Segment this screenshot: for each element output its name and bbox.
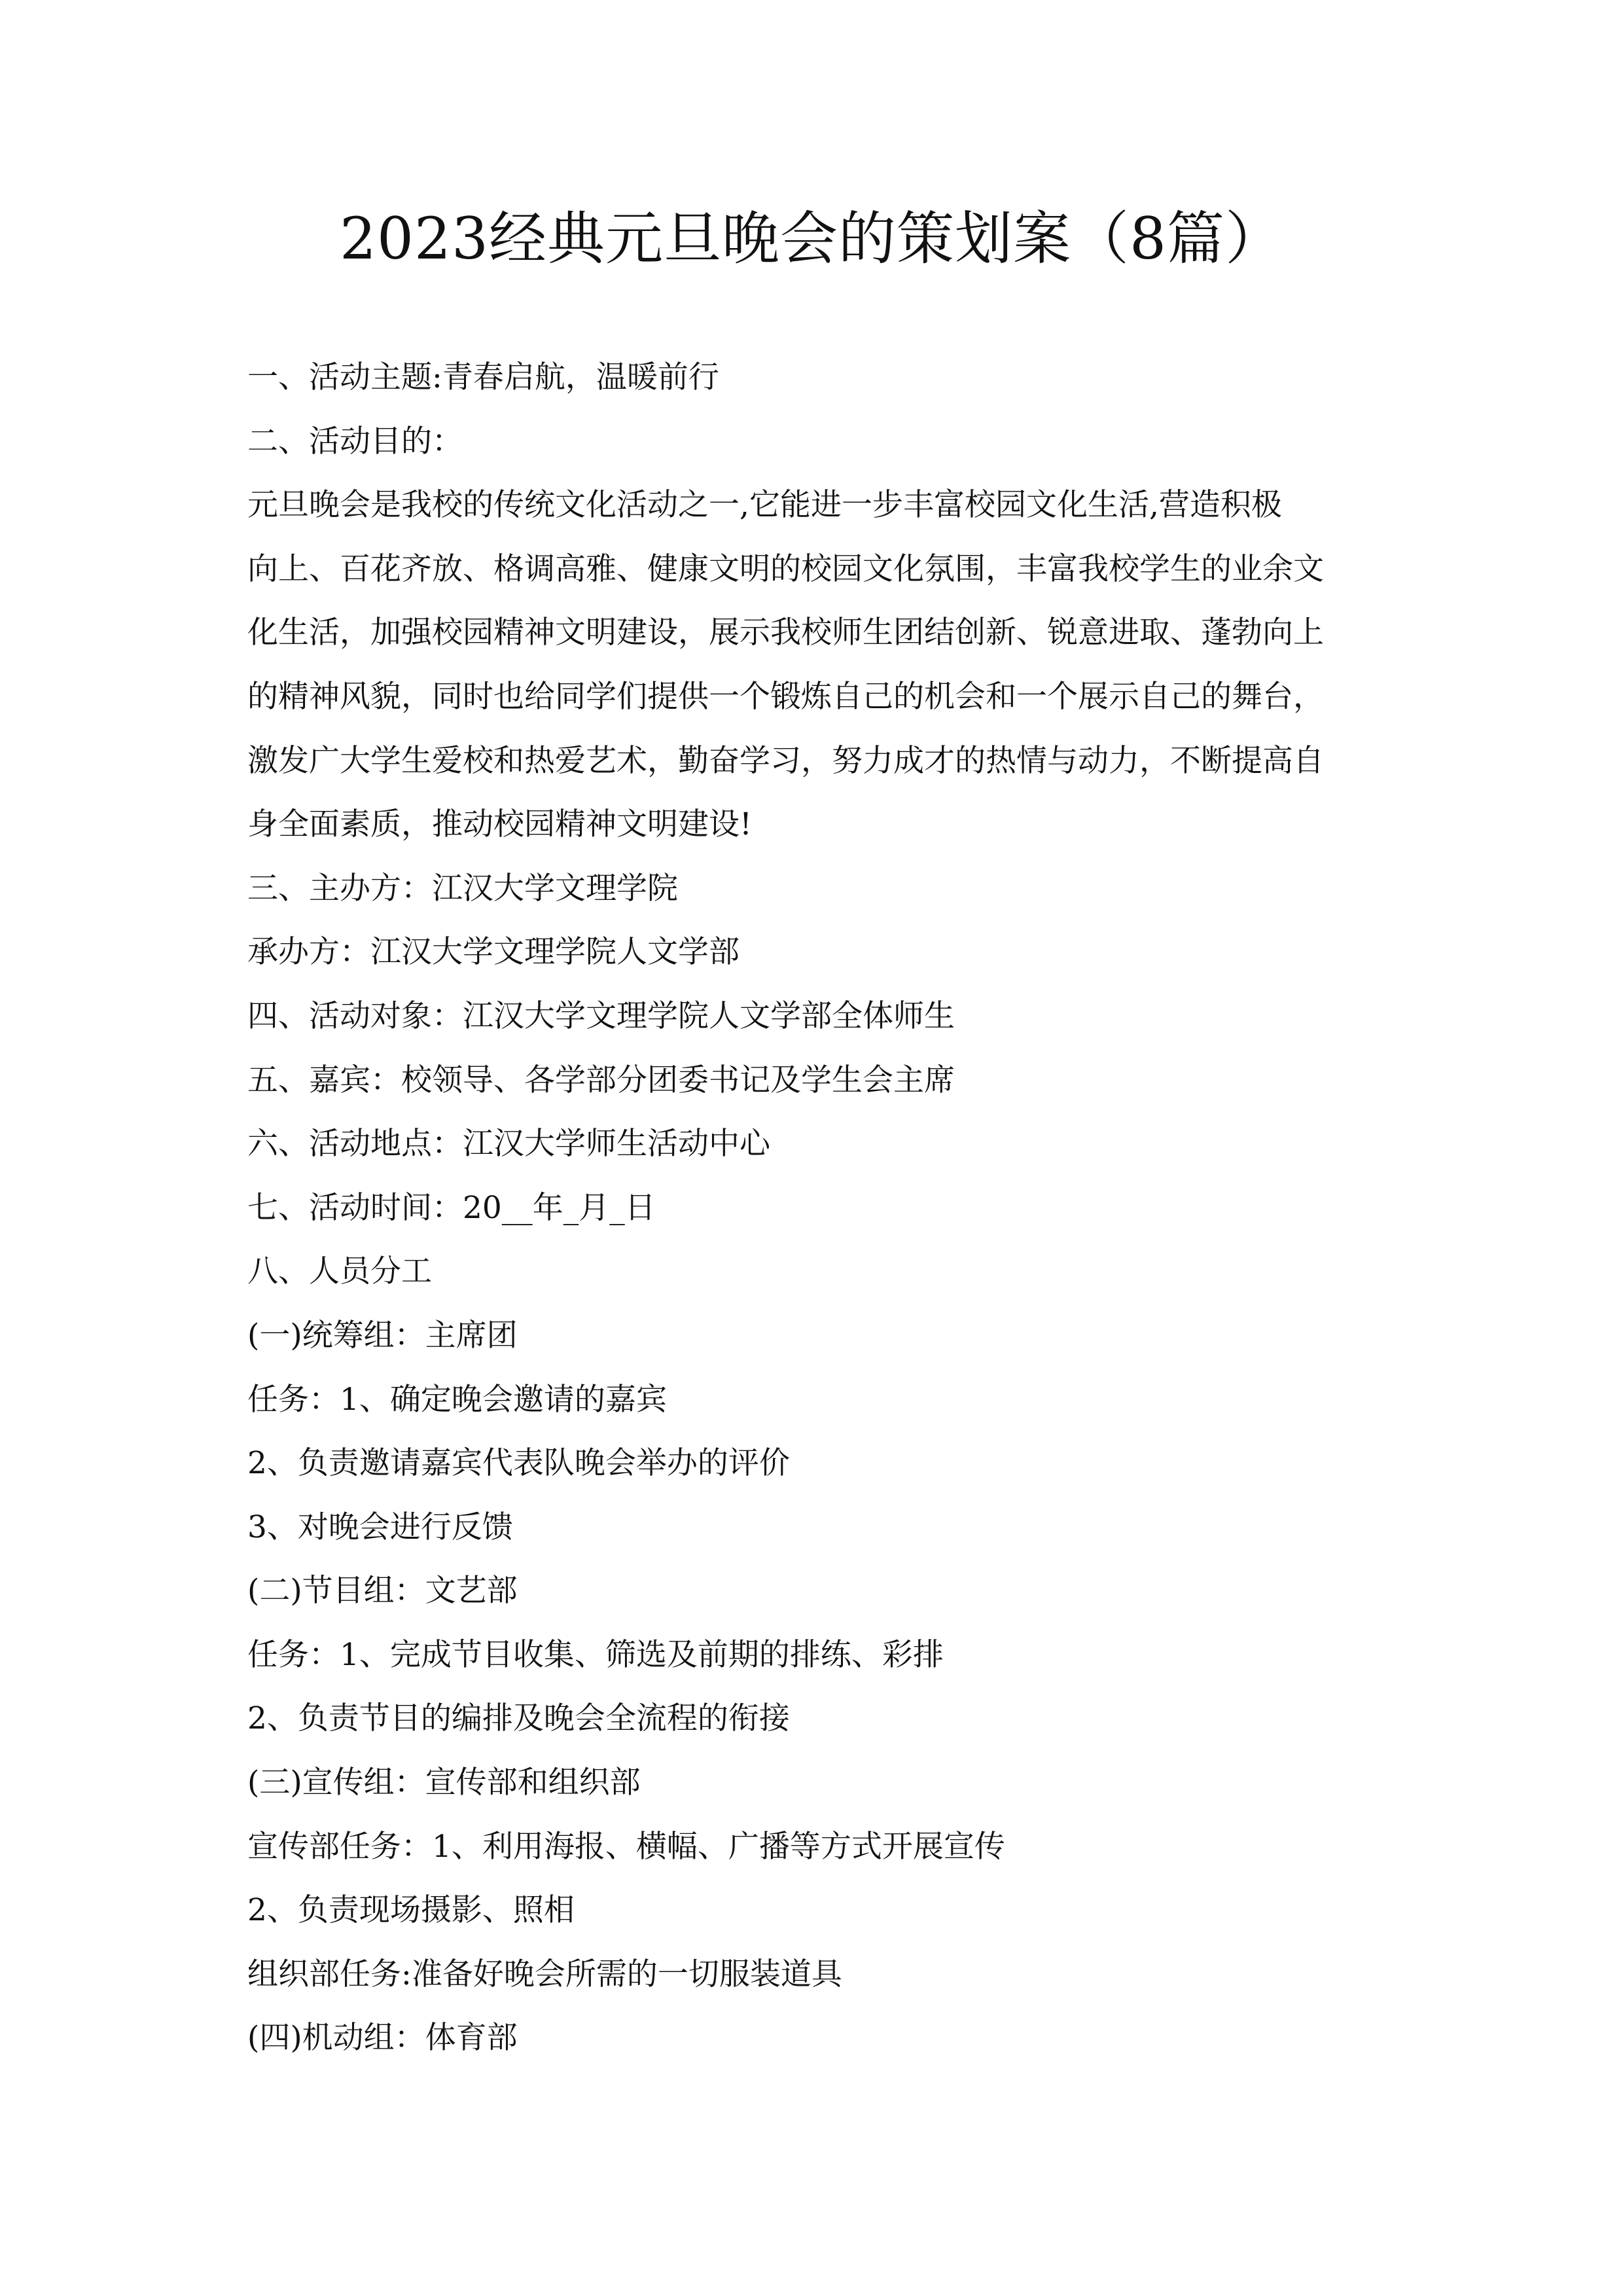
text-line: 五、嘉宾：校领导、各学部分团委书记及学生会主席 xyxy=(247,1062,955,1098)
text-line: 2、负责邀请嘉宾代表队晚会举办的评价 xyxy=(247,1445,790,1482)
text-line: 3、对晚会进行反馈 xyxy=(247,1509,513,1545)
text-line: 八、人员分工 xyxy=(247,1253,432,1290)
text-line: 承办方：江汉大学文理学院人文学部 xyxy=(247,934,740,971)
text-line: (二)节目组：文艺部 xyxy=(247,1573,518,1609)
text-line: (一)统筹组：主席团 xyxy=(247,1317,518,1354)
text-line: 化生活，加强校园精神文明建设，展示我校师生团结创新、锐意进取、蓬勃向上 xyxy=(247,615,1324,651)
text-line: 的精神风貌，同时也给同学们提供一个锻炼自己的机会和一个展示自己的舞台， xyxy=(247,678,1324,715)
document-body xyxy=(247,346,1399,2070)
text-line: (三)宣传组：宣传部和组织部 xyxy=(247,1765,641,1801)
text-line: 2、负责节目的编排及晚会全流程的衔接 xyxy=(247,1700,790,1737)
text-line: 四、活动对象：江汉大学文理学院人文学部全体师生 xyxy=(247,997,955,1034)
text-line: 宣传部任务：1、利用海报、横幅、广播等方式开展宣传 xyxy=(247,1828,1005,1865)
text-line: 向上、百花齐放、格调高雅、健康文明的校园文化氛围，丰富我校学生的业余文 xyxy=(247,550,1324,587)
text-line: (四)机动组：体育部 xyxy=(247,2020,518,2056)
text-line: 三、主办方：江汉大学文理学院 xyxy=(247,870,678,906)
text-line: 激发广大学生爱校和热爱艺术，勤奋学习，努力成才的热情与动力，不断提高自 xyxy=(247,742,1324,779)
text-line: 六、活动地点：江汉大学师生活动中心 xyxy=(247,1126,770,1162)
text-line: 一、活动主题:青春启航，温暖前行 xyxy=(247,359,719,395)
text-line: 身全面素质，推动校园精神文明建设! xyxy=(247,806,752,843)
text-line: 任务：1、完成节目收集、筛选及前期的排练、彩排 xyxy=(247,1636,944,1673)
text-line: 2、负责现场摄影、照相 xyxy=(247,1892,575,1929)
text-line: 二、活动目的： xyxy=(247,423,463,459)
text-line: 任务：1、确定晚会邀请的嘉宾 xyxy=(247,1381,667,1418)
text-line: 七、活动时间：20__年_月_日 xyxy=(247,1189,656,1226)
document-title: 2023经典元旦晚会的策划案（8篇） xyxy=(340,205,1283,272)
text-line: 元旦晚会是我校的传统文化活动之一,它能进一步丰富校园文化生活,营造积极 xyxy=(247,487,1282,524)
text-line: 组织部任务:准备好晚会所需的一切服装道具 xyxy=(247,1956,842,1992)
